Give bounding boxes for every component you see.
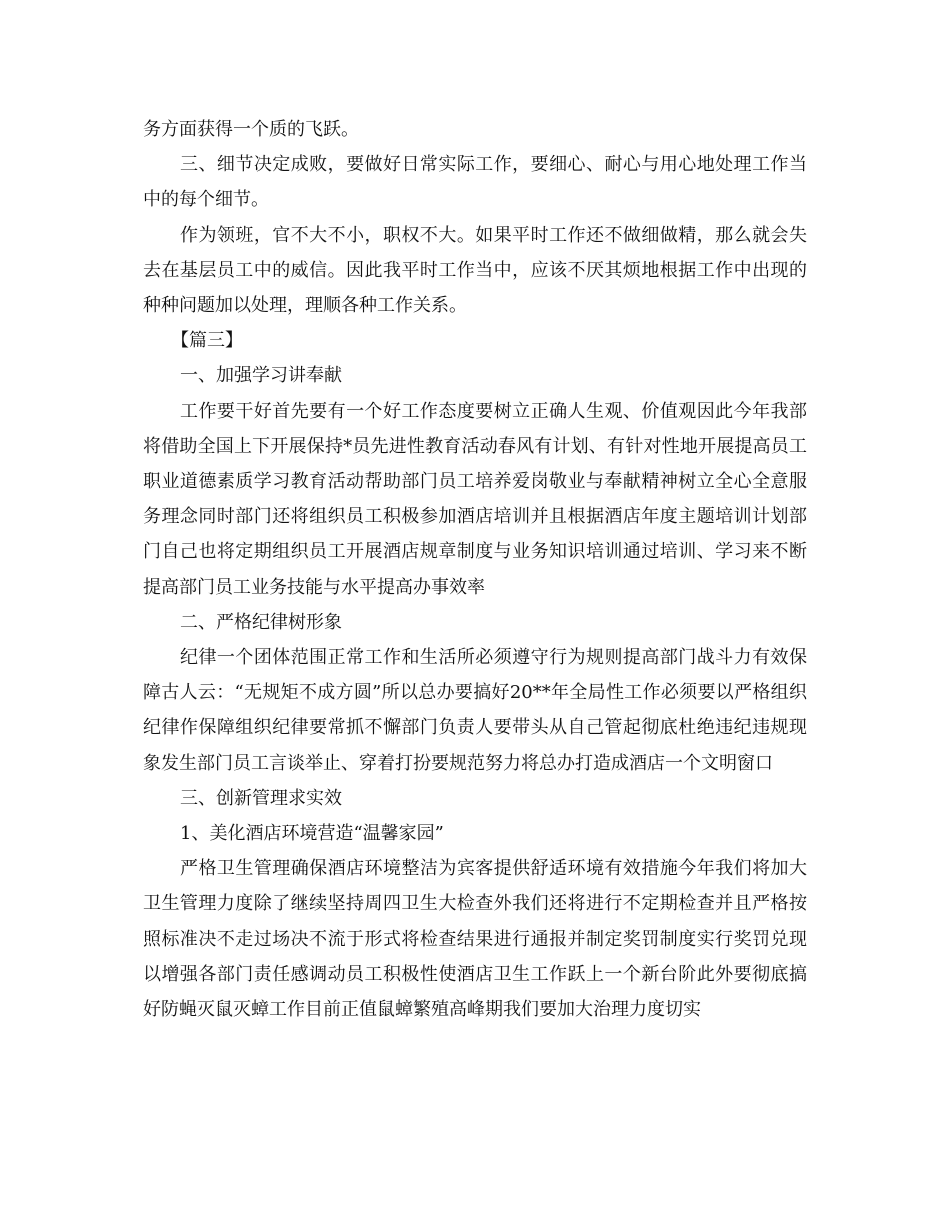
section-heading-part3: 【篇三】 (171, 330, 243, 352)
paragraph-discipline-body: 纪律一个团体范围正常工作和生活所必须遵守行为规则提高部门战斗力有效保障古人云：“无规矩不成方圆”所以总办要搞好20**年全局性工作必须要以严格组织纪律作保障组织纪律要常抓不懈部门负责人要带头从自己管起彻底杜绝违纪违规现象发生部门员工言谈举止、穿着打扮要规范努力将总办打造成酒店一个文明窗口 (143, 647, 807, 774)
document-body (143, 112, 807, 1027)
paragraph-learning-body: 工作要干好首先要有一个好工作态度要树立正确人生观、价值观因此今年我部将借助全国上下开展保持*员先进性教育活动春风有计划、有针对性地开展提高员工职业道德素质学习教育活动帮助部门员工培养爱岗敬业与奉献精神树立全心全意服务理念同时部门还将组织员工积极参加酒店培训并且根据酒店年度主题培训计划部门自己也将定期组织员工开展酒店规章制度与业务知识培训通过培训、学习来不断提高部门员工业务技能与水平提高办事效率 (143, 400, 807, 598)
paragraph-hygiene-body: 严格卫生管理确保酒店环境整洁为宾客提供舒适环境有效措施今年我们将加大卫生管理力度除了继续坚持周四卫生大检查外我们还将进行不定期检查并且严格按照标准决不走过场决不流于形式将检查结果进行通报并制定奖罚制度实行奖罚兑现以增强各部门责任感调动员工积极性使酒店卫生工作跃上一个新台阶此外要彻底搞好防蝇灭鼠灭蟑工作目前正值鼠蟑繁殖高峰期我们要加大治理力度切实 (143, 858, 807, 1021)
heading-strict-discipline: 二、严格纪律树形象 (180, 611, 342, 633)
paragraph-continuation: 务方面获得一个质的飞跃。 (143, 119, 359, 140)
heading-innovative-management: 三、创新管理求实效 (180, 787, 342, 809)
heading-strengthen-learning: 一、加强学习讲奉献 (180, 365, 342, 387)
paragraph-foreman-role: 作为领班，官不大不小，职权不大。如果平时工作还不做细做精，那么就会失去在基层员工中的威信。因此我平时工作当中，应该不厌其烦地根据工作中出现的种种问题加以处理，理顺各种工作关系。 (143, 224, 807, 317)
paragraph-detail-success: 三、细节决定成败，要做好日常实际工作，要细心、耐心与用心地处理工作当中的每个细节。 (143, 154, 807, 211)
subheading-beautify-environment: 1、美化酒店环境营造“温馨家园” (180, 823, 444, 845)
